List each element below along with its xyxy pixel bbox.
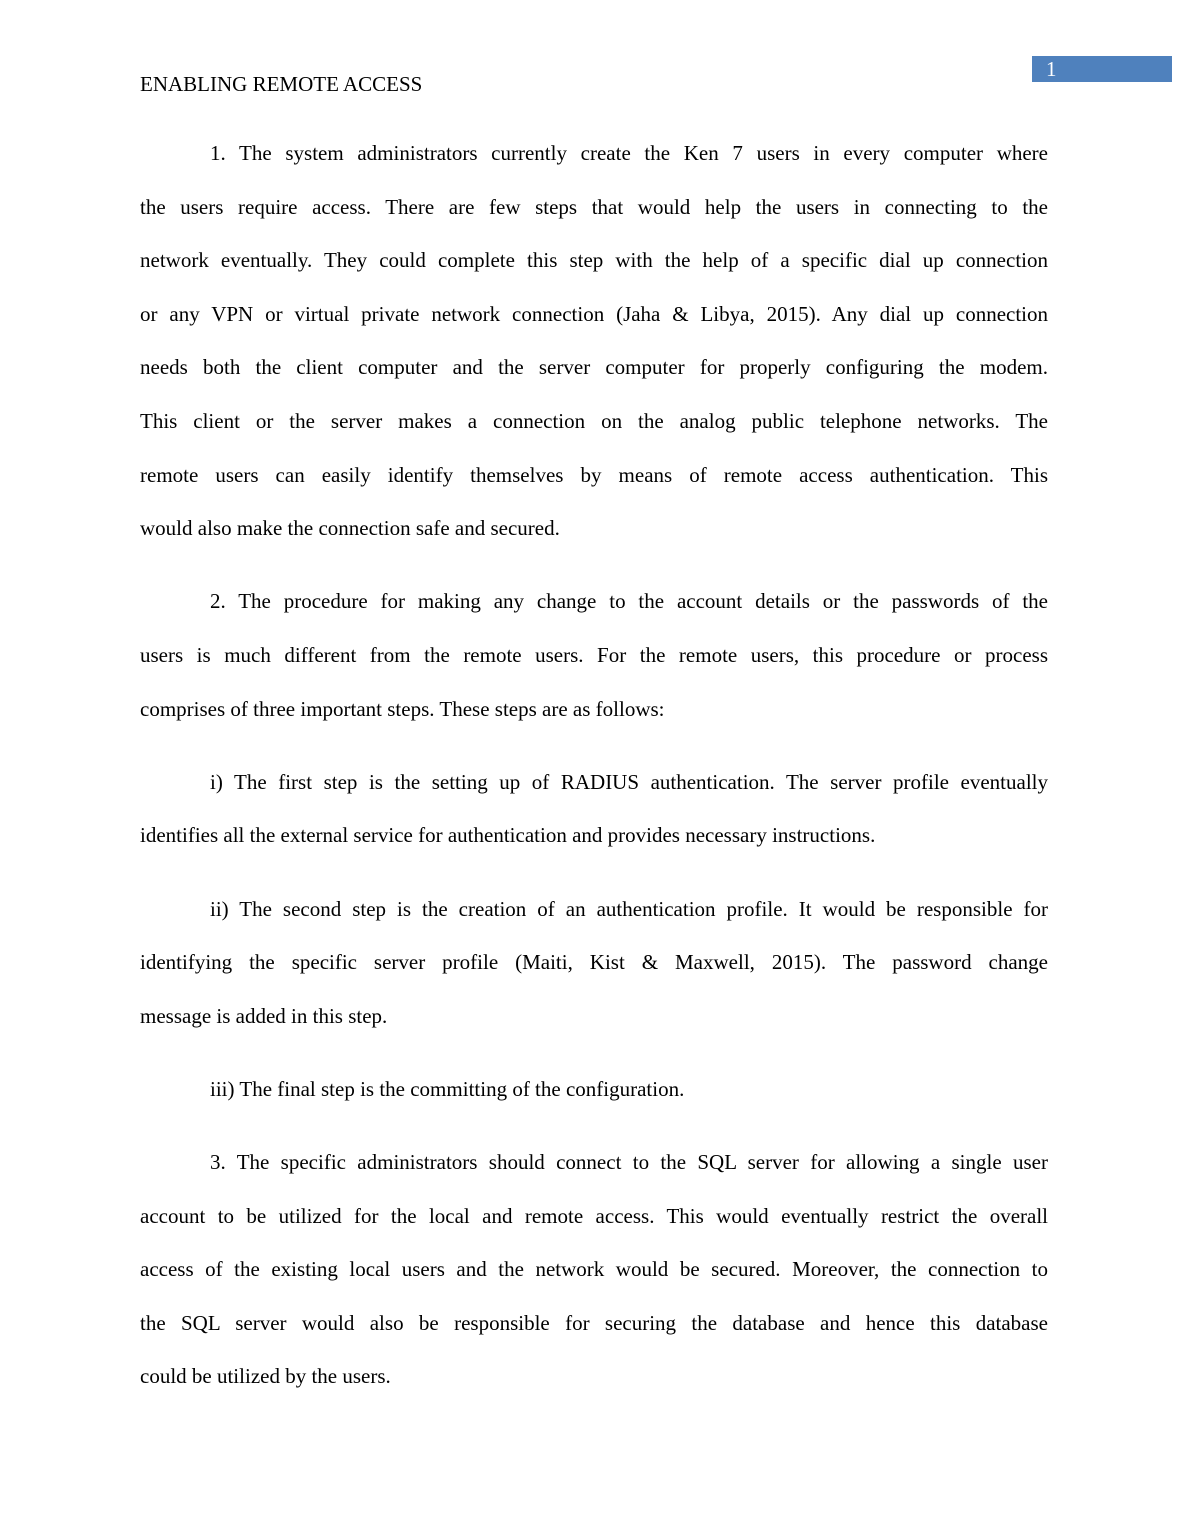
- text-line: needs both the client computer and the server computer for properly configuring the modem.: [140, 355, 1048, 380]
- text-line: network eventually. They could complete this step with the help of a specific dial up connection: [140, 248, 1048, 273]
- paragraph: [140, 575, 1048, 736]
- paragraph: [140, 756, 1048, 863]
- text-line: or any VPN or virtual private network connection (Jaha & Libya, 2015). Any dial up connection: [140, 301, 1048, 326]
- text-line: comprises of three important steps. These steps are as follows:: [140, 696, 665, 721]
- text-line: the users require access. There are few steps that would help the users in connecting to the: [140, 194, 1048, 219]
- text-line: could be utilized by the users.: [140, 1364, 391, 1389]
- text-line: access of the existing local users and the network would be secured. Moreover, the connection to: [140, 1257, 1048, 1282]
- text-line: 1. The system administrators currently create the Ken 7 users in every computer where: [210, 141, 1048, 165]
- paragraph: [140, 1063, 1048, 1117]
- text-line: account to be utilized for the local and remote access. This would eventually restrict the overall: [140, 1203, 1048, 1228]
- document-body: [140, 127, 1048, 1424]
- text-line: would also make the connection safe and secured.: [140, 516, 560, 541]
- text-line: identifying the specific server profile (Maiti, Kist & Maxwell, 2015). The password change: [140, 950, 1048, 975]
- page-number: 1: [1046, 57, 1057, 81]
- paragraph: [140, 127, 1048, 556]
- paragraph: [140, 883, 1048, 1044]
- text-line: iii) The final step is the committing of the configuration.: [210, 1076, 685, 1101]
- text-line: identifies all the external service for authentication and provides necessary instructions.: [140, 823, 876, 848]
- running-head: ENABLING REMOTE ACCESS: [140, 72, 423, 96]
- paragraph: [140, 1136, 1048, 1404]
- text-line: 3. The specific administrators should connect to the SQL server for allowing a single user: [210, 1150, 1048, 1175]
- text-line: remote users can easily identify themselves by means of remote access authentication. This: [140, 462, 1048, 487]
- text-line: This client or the server makes a connection on the analog public telephone networks. The: [140, 408, 1048, 433]
- text-line: the SQL server would also be responsible for securing the database and hence this database: [140, 1310, 1048, 1335]
- text-line: i) The first step is the setting up of RADIUS authentication. The server profile eventually: [210, 769, 1048, 794]
- text-line: 2. The procedure for making any change to the account details or the passwords of the: [210, 589, 1048, 614]
- text-line: ii) The second step is the creation of an authentication profile. It would be responsible for: [210, 896, 1048, 921]
- text-line: message is added in this step.: [140, 1003, 388, 1028]
- page-number-box: [1032, 56, 1172, 82]
- text-line: users is much different from the remote users. For the remote users, this procedure or process: [140, 642, 1048, 667]
